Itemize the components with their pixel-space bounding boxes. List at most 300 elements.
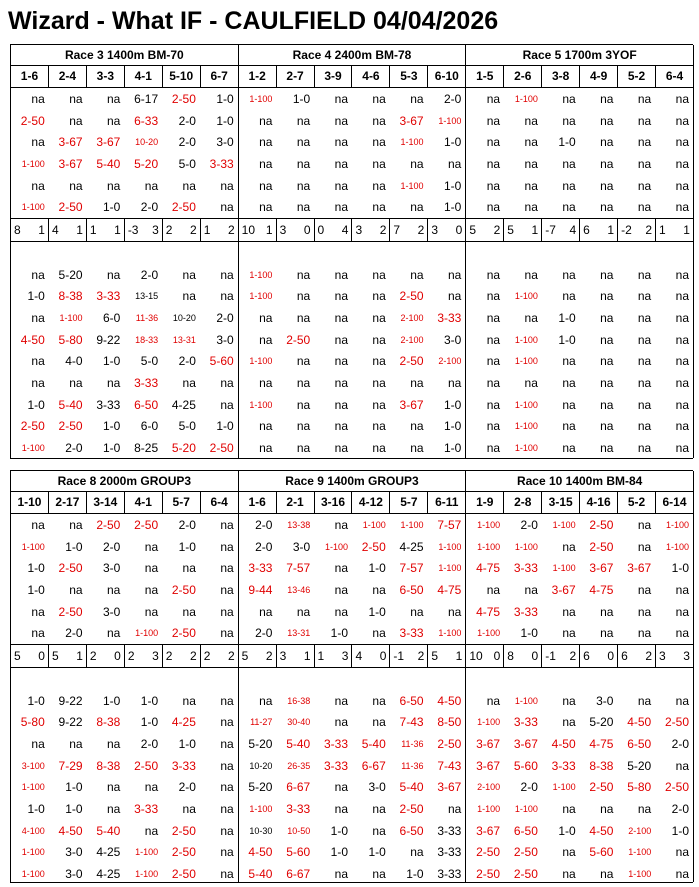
data-cell: 2-0 — [671, 737, 690, 752]
data-cell: na — [31, 604, 45, 619]
blank-row — [466, 242, 693, 264]
summary-right: 0 — [379, 649, 387, 664]
data-cell: na — [637, 267, 652, 282]
data-cell: na — [334, 867, 348, 882]
data-cell: 3-0 — [292, 539, 311, 554]
data-cell: 2-50 — [513, 867, 538, 882]
data-cell: 2-50 — [399, 802, 424, 817]
data-cell: 1-0 — [178, 539, 196, 554]
summary-left: 1 — [203, 223, 211, 238]
data-cell: 1-0 — [330, 626, 348, 641]
data-cell: 10-20 — [172, 313, 196, 324]
data-cell: 1-100 — [21, 847, 45, 858]
data-cell: na — [31, 135, 45, 150]
data-cell: 3-0 — [596, 693, 614, 708]
data-cell: 3-0 — [444, 332, 462, 347]
data-cell: na — [600, 354, 614, 369]
data-cell: 6-0 — [103, 311, 121, 326]
data-cell: na — [259, 419, 273, 434]
data-row — [239, 622, 466, 644]
data-cell: 1-100 — [514, 334, 538, 345]
data-cell: na — [334, 332, 348, 347]
data-cell: na — [486, 156, 501, 171]
data-cell: na — [372, 397, 386, 412]
summary-cell — [656, 645, 693, 667]
summary-cell — [542, 219, 580, 241]
data-cell: na — [334, 780, 348, 795]
data-cell: 1-100 — [514, 291, 538, 302]
data-cell: 1-100 — [514, 421, 538, 432]
data-cell: na — [562, 354, 576, 369]
data-row — [11, 798, 238, 820]
data-cell: 9-22 — [58, 693, 83, 708]
data-cell: na — [675, 758, 690, 773]
summary-right: 2 — [190, 223, 197, 238]
data-cell: na — [220, 289, 234, 304]
data-cell: 5-40 — [286, 737, 311, 752]
data-cell: na — [637, 376, 652, 391]
data-cell: na — [259, 156, 273, 171]
data-row — [11, 264, 238, 286]
data-cell: 1-0 — [27, 693, 45, 708]
data-cell: 1-0 — [103, 200, 121, 215]
summary-cell — [504, 219, 542, 241]
data-cell: na — [410, 376, 424, 391]
data-cell: na — [69, 91, 83, 106]
summary-row — [466, 644, 693, 668]
data-cell: 13-31 — [287, 628, 311, 639]
column-header: 4-1 — [125, 66, 163, 87]
data-cell: 3-33 — [96, 397, 121, 412]
data-cell: 9-22 — [96, 332, 121, 347]
data-cell: 5-20 — [248, 780, 273, 795]
column-header: 3-14 — [87, 492, 125, 513]
data-cell: na — [334, 561, 348, 576]
data-cell: 2-50 — [171, 626, 196, 641]
data-cell: na — [259, 376, 273, 391]
data-row — [239, 394, 466, 416]
summary-right: 0 — [493, 649, 501, 664]
data-cell: 1-100 — [514, 695, 538, 706]
summary-cell — [352, 645, 390, 667]
data-cell: 1-0 — [140, 693, 159, 708]
data-cell: na — [144, 539, 159, 554]
data-cell: na — [372, 91, 386, 106]
summary-cell — [163, 219, 201, 241]
column-header: 4-16 — [580, 492, 618, 513]
data-cell: 2-50 — [171, 582, 196, 597]
data-cell: na — [675, 441, 690, 456]
data-cell: na — [372, 802, 386, 817]
data-cell: 3-33 — [551, 758, 576, 773]
data-cell: na — [562, 845, 576, 860]
data-cell: na — [562, 156, 576, 171]
data-cell: 1-0 — [558, 311, 576, 326]
column-header: 3-15 — [542, 492, 580, 513]
summary-cell — [504, 645, 542, 667]
data-cell: 1-0 — [65, 780, 83, 795]
data-cell: 1-0 — [103, 693, 121, 708]
column-header: 6-4 — [210, 495, 228, 509]
data-row — [11, 712, 238, 734]
blank-row — [239, 242, 466, 264]
data-cell: 1-0 — [444, 200, 462, 215]
data-cell: na — [562, 91, 576, 106]
summary-cell — [201, 219, 238, 241]
data-cell: na — [486, 267, 501, 282]
data-cell: 1-0 — [558, 332, 576, 347]
data-cell: 2-0 — [255, 517, 273, 532]
column-header: 2-4 — [49, 66, 87, 87]
data-cell: 7-57 — [286, 561, 311, 576]
data-cell: 2-0 — [140, 737, 159, 752]
data-cell: na — [410, 200, 424, 215]
data-cell: na — [562, 626, 576, 641]
data-row — [239, 733, 466, 755]
data-cell: 1-0 — [178, 737, 196, 752]
data-cell: na — [334, 354, 348, 369]
data-cell: 6-67 — [286, 780, 311, 795]
data-cell: na — [259, 311, 273, 326]
summary-left: 2 — [203, 649, 211, 664]
data-cell: 10-20 — [135, 137, 159, 148]
data-cell: 4-50 — [58, 823, 83, 838]
summary-cell — [618, 219, 656, 241]
data-cell: na — [447, 604, 462, 619]
data-cell: 8-38 — [96, 715, 121, 730]
summary-cell — [466, 219, 504, 241]
data-cell: na — [675, 267, 690, 282]
data-cell: na — [637, 582, 652, 597]
data-cell: 3-67 — [476, 737, 501, 752]
data-cell: na — [259, 135, 273, 150]
data-cell: na — [562, 267, 576, 282]
summary-left: 10 — [241, 223, 256, 238]
race-header: Race 9 1400m GROUP3 — [239, 471, 466, 492]
summary-left: 5 — [469, 223, 477, 238]
data-cell: na — [637, 200, 652, 215]
data-cell: 5-80 — [20, 715, 45, 730]
data-cell: 11-36 — [401, 760, 424, 771]
summary-cell — [315, 645, 353, 667]
data-row — [11, 536, 238, 558]
data-cell: 1-0 — [292, 91, 311, 106]
data-cell: 8-38 — [96, 758, 121, 773]
summary-right: 1 — [683, 223, 690, 238]
data-cell: 10-50 — [287, 825, 311, 836]
data-cell: na — [675, 200, 690, 215]
data-cell: 1-100 — [324, 541, 348, 552]
summary-right: 0 — [607, 649, 615, 664]
data-cell: na — [220, 626, 234, 641]
data-cell: 3-33 — [513, 604, 538, 619]
data-cell: na — [486, 354, 501, 369]
data-cell: 2-0 — [178, 113, 196, 128]
data-cell: na — [562, 802, 576, 817]
summary-right: 0 — [531, 649, 539, 664]
data-cell: na — [220, 397, 234, 412]
data-row — [11, 777, 238, 799]
data-cell: 1-0 — [444, 397, 462, 412]
data-cell: 2-50 — [476, 867, 501, 882]
data-cell: na — [486, 332, 501, 347]
summary-cell — [49, 645, 87, 667]
data-cell: 3-0 — [216, 332, 234, 347]
data-cell: na — [334, 715, 348, 730]
data-cell: 2-100 — [628, 825, 652, 836]
summary-row — [239, 218, 466, 242]
summary-right: 4 — [341, 223, 349, 238]
data-cell: na — [524, 311, 538, 326]
data-cell: 2-50 — [20, 113, 45, 128]
data-cell: 3-33 — [248, 561, 273, 576]
data-cell: 4-50 — [20, 332, 45, 347]
summary-cell — [11, 645, 49, 667]
column-headers — [466, 66, 693, 88]
data-cell: 1-100 — [438, 115, 462, 126]
data-cell: 1-100 — [552, 782, 576, 793]
data-cell: 5-40 — [361, 737, 386, 752]
summary-cell — [87, 219, 125, 241]
page-title: Wizard - What IF - CAULFIELD 04/04/2026 — [8, 7, 499, 35]
data-cell: 1-0 — [103, 441, 121, 456]
summary-cell — [580, 219, 618, 241]
data-cell: na — [675, 156, 690, 171]
race-header: Race 4 2400m BM-78 — [239, 45, 466, 66]
data-row — [11, 622, 238, 644]
summary-right: 0 — [38, 649, 45, 664]
data-cell: 5-40 — [58, 397, 83, 412]
data-cell: na — [144, 780, 159, 795]
data-cell: na — [524, 200, 538, 215]
data-cell: na — [372, 178, 386, 193]
column-header: 5-7 — [390, 492, 428, 513]
data-cell: na — [296, 604, 311, 619]
data-cell: 2-0 — [65, 626, 83, 641]
summary-left: 5 — [14, 649, 21, 664]
data-row — [239, 777, 466, 799]
data-cell: 3-33 — [96, 289, 121, 304]
data-cell: 5-80 — [58, 332, 83, 347]
data-cell: 5-20 — [248, 737, 273, 752]
data-row — [11, 557, 238, 579]
data-cell: na — [637, 604, 652, 619]
data-cell: na — [675, 626, 690, 641]
data-row — [466, 514, 693, 536]
data-cell: na — [31, 354, 45, 369]
data-row — [11, 842, 238, 864]
data-cell: 1-100 — [665, 541, 690, 552]
data-cell: 5-0 — [140, 354, 159, 369]
data-cell: na — [675, 376, 690, 391]
data-cell: 3-67 — [399, 397, 424, 412]
data-row — [239, 690, 466, 712]
column-header: 5-10 — [163, 66, 201, 87]
data-row — [466, 286, 693, 308]
data-cell: 2-0 — [178, 135, 196, 150]
data-cell: 1-100 — [249, 804, 273, 815]
data-cell: 3-67 — [513, 737, 538, 752]
data-cell: 30-40 — [287, 717, 311, 728]
data-cell: 11-36 — [135, 313, 159, 324]
data-cell: na — [372, 289, 386, 304]
data-cell: na — [334, 135, 348, 150]
data-cell: na — [637, 113, 652, 128]
data-cell: na — [220, 539, 234, 554]
data-cell: na — [486, 178, 501, 193]
data-cell: 5-60 — [513, 758, 538, 773]
data-cell: 1-0 — [140, 715, 159, 730]
data-cell: 7-43 — [437, 758, 462, 773]
data-cell: na — [296, 397, 311, 412]
data-cell: na — [296, 289, 311, 304]
data-cell: na — [486, 376, 501, 391]
data-row — [11, 690, 238, 712]
summary-row — [239, 644, 466, 668]
summary-right: 1 — [303, 649, 311, 664]
summary-left: 5 — [241, 649, 249, 664]
data-cell: 1-100 — [59, 313, 83, 324]
summary-cell — [125, 645, 163, 667]
data-row — [11, 514, 238, 536]
column-header: 2-1 — [277, 492, 315, 513]
data-cell: na — [334, 582, 348, 597]
data-cell: na — [220, 604, 234, 619]
data-cell: 3-0 — [65, 845, 83, 860]
summary-right: 2 — [569, 649, 577, 664]
data-cell: 4-75 — [476, 561, 501, 576]
summary-left: 3 — [659, 649, 666, 664]
summary-cell — [580, 645, 618, 667]
data-row — [466, 110, 693, 132]
data-cell: na — [182, 604, 196, 619]
section-1 — [10, 44, 693, 459]
data-cell: na — [182, 178, 196, 193]
data-row — [466, 329, 693, 351]
data-cell: na — [259, 113, 273, 128]
data-cell: na — [106, 376, 121, 391]
data-cell: na — [31, 178, 45, 193]
race-block — [239, 45, 467, 458]
data-cell: na — [220, 715, 234, 730]
data-cell: na — [675, 582, 690, 597]
column-header: 5-2 — [618, 492, 656, 513]
data-cell: 5-20 — [134, 156, 159, 171]
data-cell: 4-50 — [551, 737, 576, 752]
column-header: 2-7 — [277, 66, 315, 87]
data-cell: na — [600, 441, 614, 456]
summary-right: 1 — [607, 223, 615, 238]
data-cell: 16-38 — [287, 695, 311, 706]
data-cell: 3-67 — [96, 135, 121, 150]
data-cell: na — [562, 113, 576, 128]
data-cell: na — [637, 419, 652, 434]
data-cell: na — [259, 693, 273, 708]
data-row — [466, 755, 693, 777]
data-cell: 3-33 — [513, 561, 538, 576]
data-cell: 1-100 — [249, 93, 273, 104]
data-cell: na — [600, 267, 614, 282]
data-cell: na — [562, 867, 576, 882]
data-cell: 1-0 — [368, 561, 386, 576]
summary-right: 2 — [227, 223, 235, 238]
column-header: 4-1 — [125, 492, 163, 513]
race-block — [466, 45, 694, 458]
data-row — [239, 755, 466, 777]
data-cell: 9-22 — [58, 715, 83, 730]
data-cell: 1-100 — [477, 804, 501, 815]
data-row — [466, 131, 693, 153]
data-cell: na — [486, 135, 501, 150]
summary-right: 2 — [190, 649, 197, 664]
data-cell: na — [334, 200, 348, 215]
data-cell: 1-100 — [249, 269, 273, 280]
data-cell: 13-46 — [287, 584, 311, 595]
data-cell: na — [334, 397, 348, 412]
data-cell: 1-100 — [135, 869, 159, 880]
data-cell: 1-100 — [477, 628, 501, 639]
data-row — [239, 514, 466, 536]
data-row — [239, 372, 466, 394]
data-row — [466, 153, 693, 175]
data-cell: 4-25 — [171, 397, 196, 412]
data-cell: na — [486, 289, 501, 304]
data-cell: 1-0 — [558, 135, 576, 150]
data-cell: 1-100 — [21, 541, 45, 552]
data-cell: 1-0 — [330, 823, 348, 838]
data-cell: 2-50 — [96, 517, 121, 532]
data-cell: 5-40 — [399, 780, 424, 795]
data-cell: na — [486, 582, 501, 597]
data-cell: 2-50 — [664, 780, 690, 795]
summary-left: 5 — [51, 649, 59, 664]
summary-left: 2 — [127, 649, 135, 664]
data-cell: 1-100 — [628, 847, 652, 858]
summary-left: 5 — [507, 223, 514, 238]
data-cell: 1-0 — [444, 135, 462, 150]
data-cell: na — [372, 582, 386, 597]
data-cell: 1-100 — [21, 202, 45, 213]
data-cell: na — [637, 626, 652, 641]
data-cell: na — [410, 845, 424, 860]
data-row — [239, 820, 466, 842]
data-cell: 2-0 — [520, 517, 538, 532]
summary-left: 3 — [279, 223, 287, 238]
data-cell: 2-0 — [671, 802, 690, 817]
data-row — [466, 777, 693, 799]
data-cell: 1-0 — [27, 397, 45, 412]
data-cell: na — [334, 441, 348, 456]
data-row — [466, 351, 693, 373]
data-cell: 3-67 — [476, 758, 501, 773]
data-cell: na — [410, 91, 424, 106]
race-block — [11, 471, 239, 882]
data-cell: 1-0 — [520, 626, 538, 641]
data-cell: na — [410, 419, 424, 434]
data-cell: na — [220, 758, 234, 773]
data-cell: na — [334, 376, 348, 391]
data-cell: 1-100 — [477, 541, 501, 552]
data-cell: 13-31 — [172, 334, 196, 345]
summary-left: 6 — [583, 223, 590, 238]
data-cell: na — [144, 823, 159, 838]
data-cell: na — [600, 604, 614, 619]
data-cell: na — [372, 693, 386, 708]
data-cell: na — [562, 419, 576, 434]
data-cell: 5-60 — [286, 845, 311, 860]
data-cell: na — [410, 604, 424, 619]
summary-cell — [656, 219, 693, 241]
